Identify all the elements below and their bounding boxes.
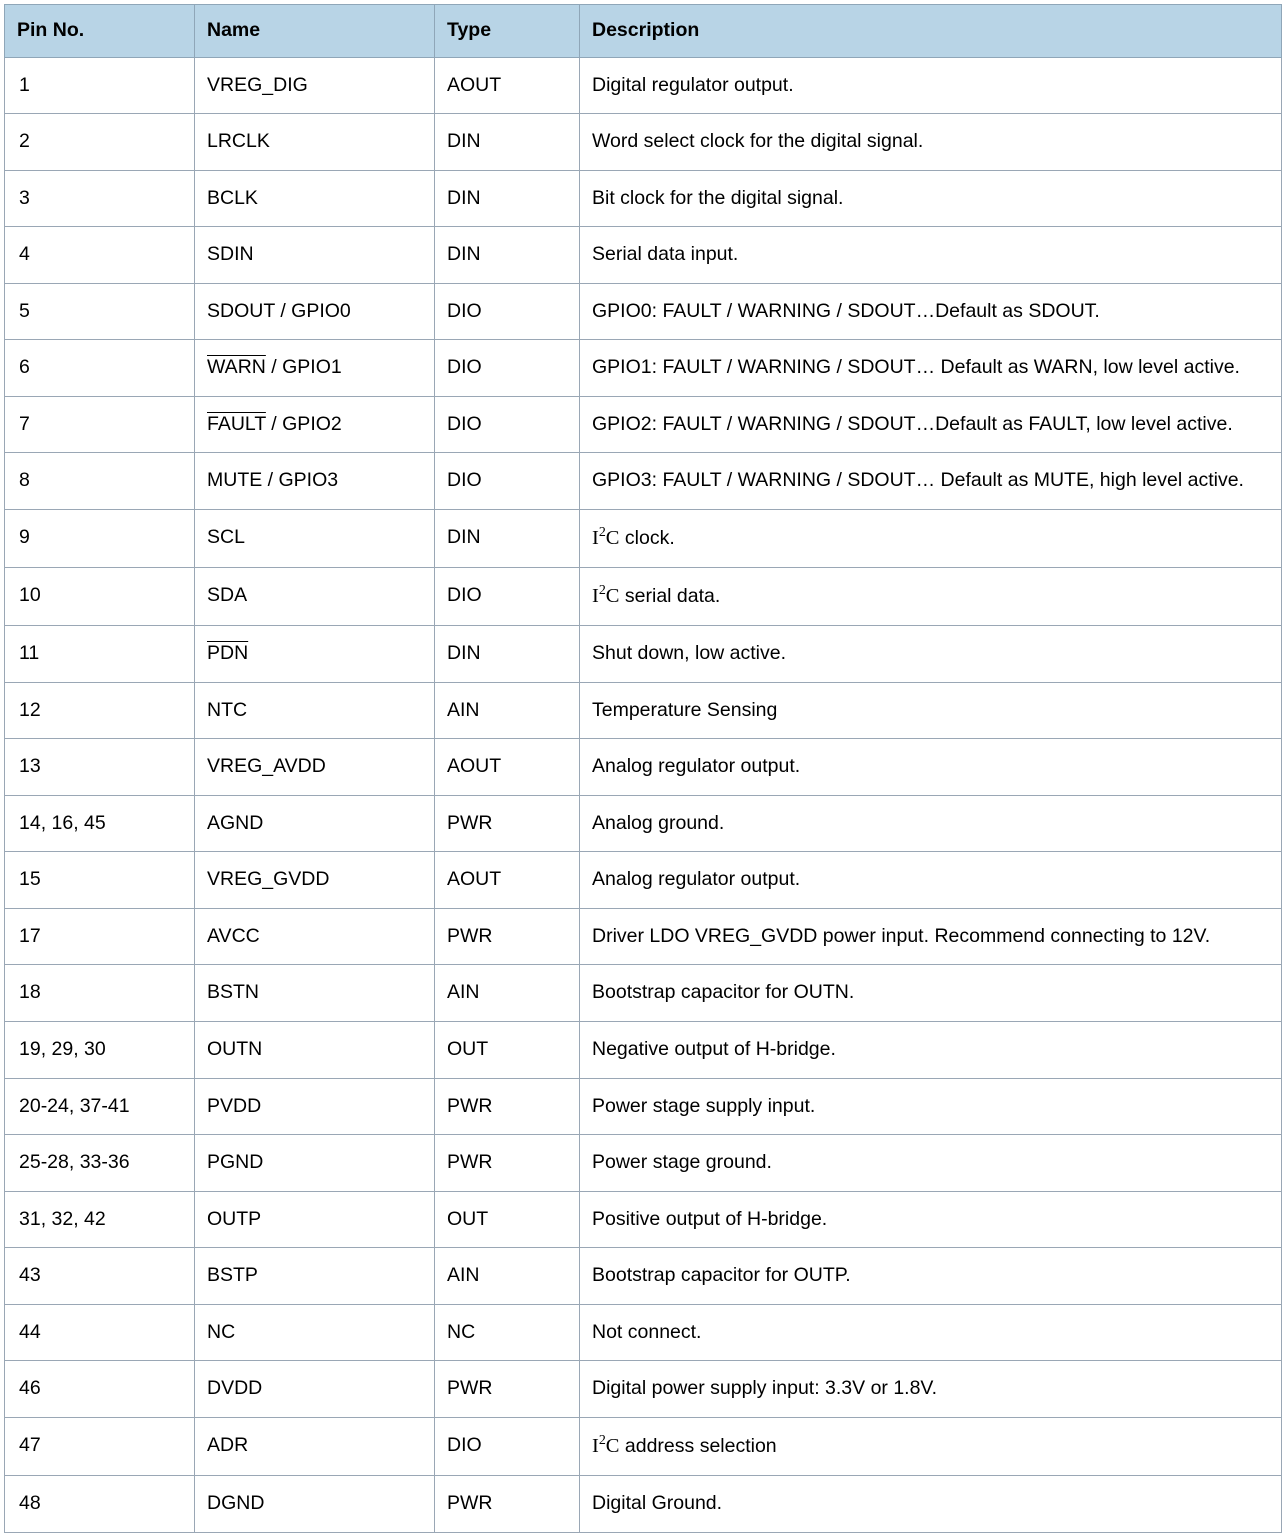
cell-type: DIN xyxy=(435,227,580,284)
table-row xyxy=(5,739,1282,796)
table-row xyxy=(5,170,1282,227)
cell-name: PGND xyxy=(195,1135,435,1192)
table-row xyxy=(5,1191,1282,1248)
cell-type: DIO xyxy=(435,283,580,340)
table-row xyxy=(5,114,1282,171)
cell-pin-no: 44 xyxy=(5,1304,195,1361)
table-row xyxy=(5,1135,1282,1192)
cell-description: GPIO0: FAULT / WARNING / SDOUT…Default as SDOUT. xyxy=(580,283,1282,340)
cell-pin-no: 19, 29, 30 xyxy=(5,1022,195,1079)
cell-pin-no: 1 xyxy=(5,57,195,114)
cell-name: VREG_AVDD xyxy=(195,739,435,796)
cell-type: DIN xyxy=(435,509,580,567)
table-row xyxy=(5,965,1282,1022)
cell-description: GPIO1: FAULT / WARNING / SDOUT… Default as WARN, low level active. xyxy=(580,340,1282,397)
cell-description: Bit clock for the digital signal. xyxy=(580,170,1282,227)
cell-type: PWR xyxy=(435,1475,580,1532)
cell-name: ADR xyxy=(195,1417,435,1475)
cell-description: Analog ground. xyxy=(580,795,1282,852)
table-row xyxy=(5,1022,1282,1079)
table-header-row xyxy=(5,5,1282,58)
cell-name: LRCLK xyxy=(195,114,435,171)
i2c-label: $I^2C$ xyxy=(592,1432,620,1457)
table-row xyxy=(5,908,1282,965)
cell-pin-no: 20-24, 37-41 xyxy=(5,1078,195,1135)
cell-description: Serial data input. xyxy=(580,227,1282,284)
cell-description: Digital regulator output. xyxy=(580,57,1282,114)
cell-name: BSTP xyxy=(195,1248,435,1305)
cell-type: PWR xyxy=(435,795,580,852)
table-row xyxy=(5,1304,1282,1361)
cell-type: AIN xyxy=(435,965,580,1022)
cell-description xyxy=(580,568,1282,626)
cell-description: Shut down, low active. xyxy=(580,626,1282,683)
table-row xyxy=(5,57,1282,114)
column-header-pin-no: Pin No. xyxy=(5,5,195,58)
table-header xyxy=(5,5,1282,58)
description-text: address selection xyxy=(619,1434,777,1457)
cell-name: OUTP xyxy=(195,1191,435,1248)
cell-description: Not connect. xyxy=(580,1304,1282,1361)
cell-pin-no: 43 xyxy=(5,1248,195,1305)
cell-name: NTC xyxy=(195,682,435,739)
cell-description: GPIO2: FAULT / WARNING / SDOUT…Default as FAULT, low level active. xyxy=(580,396,1282,453)
table-row xyxy=(5,1417,1282,1475)
cell-name: SDIN xyxy=(195,227,435,284)
cell-pin-no: 13 xyxy=(5,739,195,796)
cell-description: Digital power supply input: 3.3V or 1.8V. xyxy=(580,1361,1282,1418)
cell-pin-no: 8 xyxy=(5,453,195,510)
cell-description: GPIO3: FAULT / WARNING / SDOUT… Default as MUTE, high level active. xyxy=(580,453,1282,510)
cell-pin-no: 9 xyxy=(5,509,195,567)
cell-name xyxy=(195,340,435,397)
description-text: serial data. xyxy=(619,585,721,608)
cell-description: Temperature Sensing xyxy=(580,682,1282,739)
cell-type: AOUT xyxy=(435,57,580,114)
cell-name: OUTN xyxy=(195,1022,435,1079)
cell-type: AIN xyxy=(435,1248,580,1305)
cell-description: Bootstrap capacitor for OUTN. xyxy=(580,965,1282,1022)
column-header-name: Name xyxy=(195,5,435,58)
overline-text: FAULT xyxy=(207,412,266,435)
cell-description: Negative output of H-bridge. xyxy=(580,1022,1282,1079)
table-row xyxy=(5,340,1282,397)
cell-pin-no: 7 xyxy=(5,396,195,453)
table-row xyxy=(5,795,1282,852)
cell-type: DIO xyxy=(435,340,580,397)
table-row xyxy=(5,1475,1282,1532)
cell-type: DIN xyxy=(435,114,580,171)
cell-name: DGND xyxy=(195,1475,435,1532)
cell-description: Analog regulator output. xyxy=(580,739,1282,796)
column-header-type: Type xyxy=(435,5,580,58)
cell-description: Word select clock for the digital signal. xyxy=(580,114,1282,171)
cell-type: DIO xyxy=(435,396,580,453)
cell-name: SDA xyxy=(195,568,435,626)
cell-description: Positive output of H-bridge. xyxy=(580,1191,1282,1248)
overline-text: $\overline{PDN}$ xyxy=(207,642,249,665)
cell-type: AOUT xyxy=(435,852,580,909)
cell-description: Analog regulator output. xyxy=(580,852,1282,909)
cell-description xyxy=(580,509,1282,567)
i2c-label: $I^2C$ xyxy=(592,583,620,608)
cell-type: DIN xyxy=(435,626,580,683)
pin-description-table xyxy=(4,4,1282,1533)
cell-pin-no: 17 xyxy=(5,908,195,965)
cell-type: OUT xyxy=(435,1191,580,1248)
column-header-description: Description xyxy=(580,5,1282,58)
cell-pin-no: 5 xyxy=(5,283,195,340)
table-row xyxy=(5,509,1282,567)
cell-type: DIO xyxy=(435,453,580,510)
cell-pin-no: 6 xyxy=(5,340,195,397)
table-row xyxy=(5,852,1282,909)
cell-pin-no: 10 xyxy=(5,568,195,626)
cell-pin-no: 48 xyxy=(5,1475,195,1532)
cell-pin-no: 18 xyxy=(5,965,195,1022)
cell-name: BCLK xyxy=(195,170,435,227)
cell-name xyxy=(195,396,435,453)
cell-name: AGND xyxy=(195,795,435,852)
table-row xyxy=(5,682,1282,739)
cell-type: PWR xyxy=(435,908,580,965)
cell-description: Bootstrap capacitor for OUTP. xyxy=(580,1248,1282,1305)
table-row xyxy=(5,1361,1282,1418)
cell-name: VREG_DIG xyxy=(195,57,435,114)
name-suffix: / GPIO2 xyxy=(265,412,342,435)
cell-pin-no: 15 xyxy=(5,852,195,909)
table-row xyxy=(5,227,1282,284)
cell-description: Driver LDO VREG_GVDD power input. Recommend connecting to 12V. xyxy=(580,908,1282,965)
cell-pin-no: 12 xyxy=(5,682,195,739)
cell-name: PVDD xyxy=(195,1078,435,1135)
cell-name: BSTN xyxy=(195,965,435,1022)
cell-name: VREG_GVDD xyxy=(195,852,435,909)
cell-type: DIN xyxy=(435,170,580,227)
cell-pin-no: 2 xyxy=(5,114,195,171)
cell-type: PWR xyxy=(435,1135,580,1192)
cell-description: Power stage supply input. xyxy=(580,1078,1282,1135)
cell-name: SDOUT / GPIO0 xyxy=(195,283,435,340)
cell-name: DVDD xyxy=(195,1361,435,1418)
cell-type: AIN xyxy=(435,682,580,739)
cell-pin-no: 11 xyxy=(5,626,195,683)
table-row xyxy=(5,283,1282,340)
table-row xyxy=(5,396,1282,453)
cell-type: AOUT xyxy=(435,739,580,796)
cell-pin-no: 31, 32, 42 xyxy=(5,1191,195,1248)
name-suffix: / GPIO1 xyxy=(265,356,342,379)
description-text: clock. xyxy=(619,526,675,549)
table-row xyxy=(5,1248,1282,1305)
cell-name: AVCC xyxy=(195,908,435,965)
table-row xyxy=(5,1078,1282,1135)
cell-name: MUTE / GPIO3 xyxy=(195,453,435,510)
cell-type: DIO xyxy=(435,568,580,626)
cell-type: PWR xyxy=(435,1361,580,1418)
cell-name: NC xyxy=(195,1304,435,1361)
table-row xyxy=(5,453,1282,510)
cell-type: OUT xyxy=(435,1022,580,1079)
cell-description xyxy=(580,1417,1282,1475)
overline-text: WARN xyxy=(207,356,266,379)
cell-type: PWR xyxy=(435,1078,580,1135)
i2c-label: $I^2C$ xyxy=(592,524,620,549)
cell-name xyxy=(195,626,435,683)
cell-pin-no: 14, 16, 45 xyxy=(5,795,195,852)
cell-pin-no: 46 xyxy=(5,1361,195,1418)
table-body xyxy=(5,57,1282,1532)
cell-pin-no: 3 xyxy=(5,170,195,227)
table-row xyxy=(5,626,1282,683)
cell-pin-no: 4 xyxy=(5,227,195,284)
table-row xyxy=(5,568,1282,626)
cell-description: Digital Ground. xyxy=(580,1475,1282,1532)
cell-pin-no: 25-28, 33-36 xyxy=(5,1135,195,1192)
cell-name: SCL xyxy=(195,509,435,567)
cell-description: Power stage ground. xyxy=(580,1135,1282,1192)
cell-type: NC xyxy=(435,1304,580,1361)
cell-type: DIO xyxy=(435,1417,580,1475)
cell-pin-no: 47 xyxy=(5,1417,195,1475)
